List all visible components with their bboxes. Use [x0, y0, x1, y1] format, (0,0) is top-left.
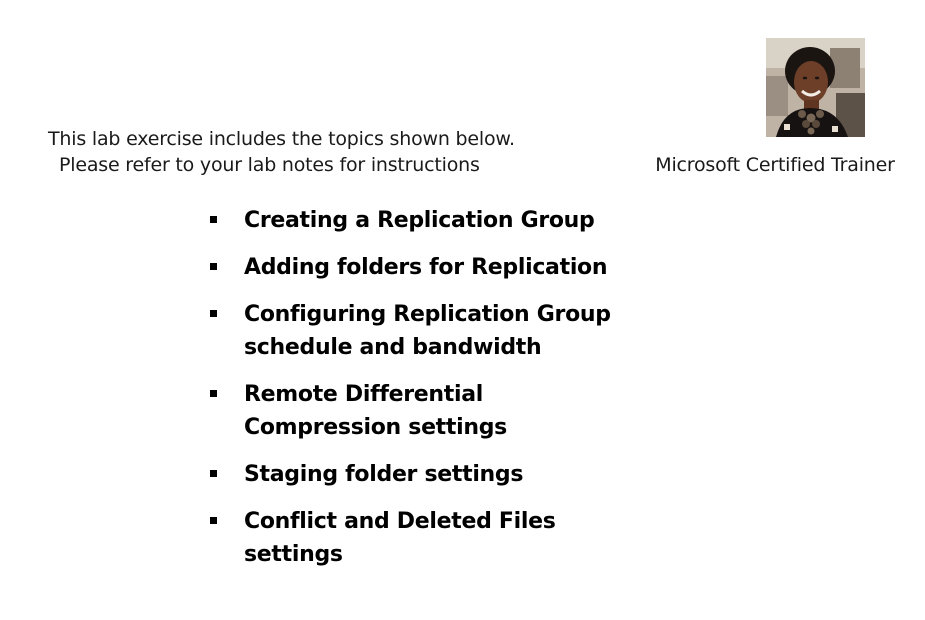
topic-line-1: Staging folder settings: [244, 462, 524, 487]
topic-text: [244, 378, 624, 444]
intro-line-2: Please refer to your lab notes for instructions: [59, 154, 480, 176]
list-item: [206, 251, 626, 284]
list-item: [206, 505, 626, 571]
bullet-icon: [210, 310, 217, 317]
intro-text: [48, 126, 608, 178]
bullet-icon: [210, 517, 217, 524]
topic-line-1: Creating a Replication Group: [244, 208, 595, 233]
trainer-caption: Microsoft Certified Trainer: [655, 154, 895, 176]
intro-line-1: This lab exercise includes the topics shown below.: [48, 128, 515, 150]
topics-list: [206, 204, 626, 585]
bullet-icon: [210, 216, 217, 223]
list-item: [206, 204, 626, 237]
bullet-icon: [210, 263, 217, 270]
topic-text: [244, 251, 624, 284]
bullet-icon: [210, 390, 217, 397]
topic-text: [244, 458, 624, 491]
topic-line-2: schedule and bandwidth: [244, 335, 542, 360]
list-item: [206, 458, 626, 491]
list-item: [206, 298, 626, 364]
bullet-icon: [210, 470, 217, 477]
topic-text: [244, 505, 624, 571]
topic-line-1: Conflict and Deleted Files: [244, 509, 556, 534]
topic-line-1: Configuring Replication Group: [244, 302, 611, 327]
topic-text: [244, 298, 624, 364]
topic-line-2: Compression settings: [244, 415, 507, 440]
topic-line-1: Remote Differential: [244, 382, 484, 407]
list-item: [206, 378, 626, 444]
topic-text: [244, 204, 624, 237]
topic-line-2: settings: [244, 542, 343, 567]
trainer-photo: [766, 38, 865, 137]
topic-line-1: Adding folders for Replication: [244, 255, 608, 280]
